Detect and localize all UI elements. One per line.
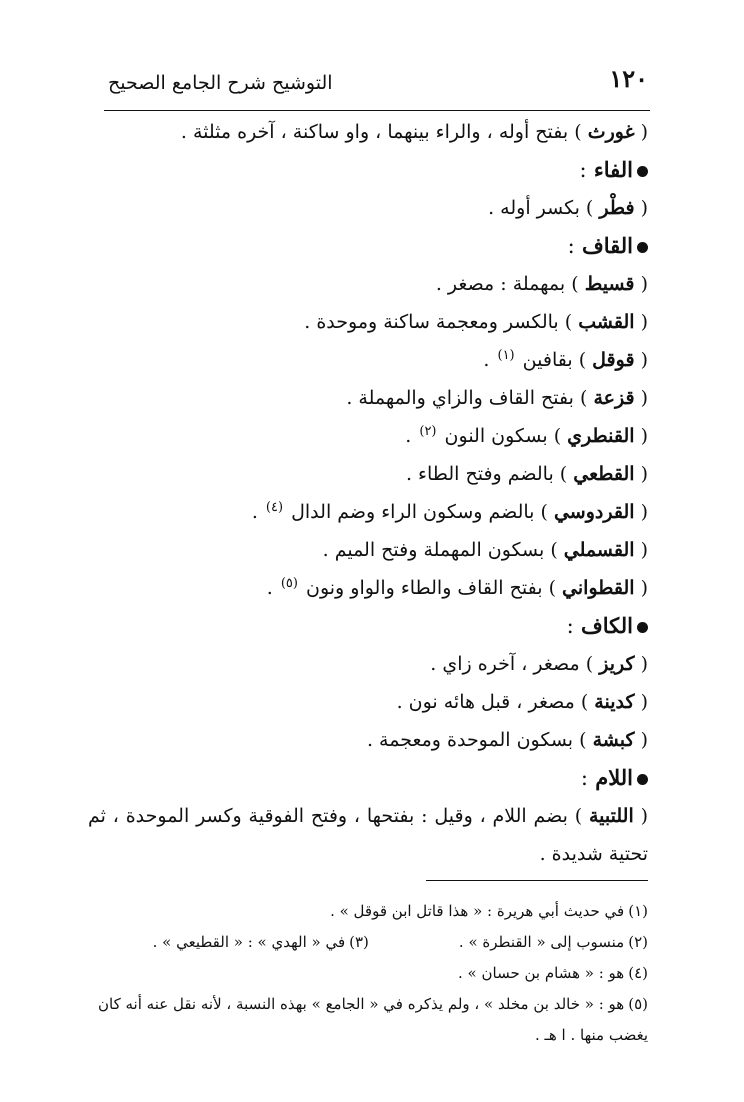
footnote [98,958,648,989]
running-title: التوشيح شرح الجامع الصحيح [108,72,333,94]
footnote-number: (١) [628,902,648,920]
entry-text: بفتح القاف والطاء والواو ونون [306,577,543,599]
entry-term: فطْر [599,197,635,219]
footnote-marker: (٥) [280,575,298,591]
entry: ( قزعة ) بفتح القاف والزاي والمهملة . [346,387,648,409]
entry-text: مصغر ، آخره زاي . [430,653,580,675]
entry-text: بكسر أوله . [488,197,580,219]
entry-text: بفتح القاف والزاي والمهملة . [346,387,574,409]
entry-text: مصغر ، قبل هائه نون . [396,691,575,713]
footnote-text: في حديث أبي هريرة : « هذا قاتل ابن قوقل » . [330,902,625,920]
entry-text: بالضم وسكون الراء وضم الدال [291,501,535,523]
entry: ( قوقل ) بقافين $^{(١)}$ . [483,347,648,371]
bullet-icon [637,622,648,633]
entry: ( كبشة ) بسكون الموحدة ومعجمة . [366,729,648,751]
entry-term: كريز [599,653,635,675]
entry: ( غورث ) بفتح أوله ، والراء بينهما ، واو ساكنة ، آخره مثلثة . [180,121,648,143]
entry: ( القسملي ) بسكون المهملة وفتح الميم . [322,539,648,561]
footnote-marker: (٢) [419,423,437,439]
entry-text: بضم اللام ، وقيل : بفتحها ، وفتح الفوقية وكسر الموحدة ، ثم تحتية شديدة . [88,805,648,865]
entry-text: بسكون الموحدة ومعجمة . [366,729,574,751]
footnote [98,896,648,927]
entry-text: بمهملة : مصغر . [435,273,566,295]
footnote-marker: (٤) [265,499,284,515]
bullet-icon [637,774,648,785]
section-heading: اللام : [88,759,648,797]
entry-text: بقافين [522,349,573,371]
body-text [88,113,648,873]
footnote-text: في « الهدي » : « القطيعي » . [152,933,346,951]
entry-term: كبشة [592,729,635,751]
footnote-number: (٣) [349,933,369,951]
entry-term: قوقل [592,349,635,371]
entry: ( فطْر ) بكسر أوله . [488,197,648,219]
bullet-icon [637,242,648,253]
entry-term: القسملي [563,539,635,561]
entry-term: القشب [578,311,635,333]
footnote-marker: (١) [497,347,515,363]
entry: ( كدينة ) مصغر ، قبل هائه نون . [396,691,648,713]
section-heading: الكاف : [88,607,648,645]
page-number: ١٢٠ [609,64,648,93]
entry-term: القطواني [562,577,635,599]
entry: ( اللتبية ) بضم اللام ، وقيل : بفتحها ، وفتح الفوقية وكسر الموحدة ، ثم تحتية شديدة . [88,805,648,865]
entry-term: غورث [587,121,635,143]
entry-text: بالضم وفتح الطاء . [405,463,554,485]
entry: ( كريز ) مصغر ، آخره زاي . [430,653,648,675]
footnote-text: هو : « هشام بن حسان » . [458,964,625,982]
entry: ( القطعي ) بالضم وفتح الطاء . [405,463,648,485]
entry-term: كدينة [594,691,635,713]
entry: ( قسيط ) بمهملة : مصغر . [435,273,648,295]
entry: ( القردوسي ) بالضم وسكون الراء وضم الدال $^{(٤)}$ . [251,499,648,523]
footnote-text: منسوب إلى « القنطرة » . [458,933,625,951]
entry-term: قسيط [584,273,635,295]
footnote-text: هو : « خالد بن مخلد » ، ولم يذكره في « الجامع » بهذه النسبة ، لأنه نقل عنه أنه كان يغضب منها . ا هـ . [98,995,648,1044]
entry-term: اللتبية [589,805,634,827]
footnote [98,989,648,1051]
footnote-number: (٥) [628,995,648,1013]
header-rule [104,110,650,111]
entry-text: بسكون النون [444,425,548,447]
entry-text: بفتح أوله ، والراء بينهما ، واو ساكنة ، آخره مثلثة . [180,121,569,143]
entry: ( القنطري ) بسكون النون $^{(٢)}$ . [405,423,648,447]
footnote-rule [426,880,648,881]
entry-term: القنطري [567,425,635,447]
entry: ( القطواني ) بفتح القاف والطاء والواو ونون $^{(٥)}$ . [266,575,648,599]
entry-term: القطعي [573,463,635,485]
bullet-icon [637,166,648,177]
entry-term: قزعة [593,387,635,409]
footnote-number: (٤) [628,964,648,982]
section-heading: الفاء : [88,151,648,189]
entry-text: بسكون المهملة وفتح الميم . [322,539,545,561]
footnotes [98,896,648,1051]
footnote-number: (٢) [628,933,648,951]
footnote [98,927,648,958]
entry-term: القردوسي [553,501,635,523]
entry: ( القشب ) بالكسر ومعجمة ساكنة وموحدة . [304,311,648,333]
entry-text: بالكسر ومعجمة ساكنة وموحدة . [304,311,559,333]
section-heading: القاف : [88,227,648,265]
